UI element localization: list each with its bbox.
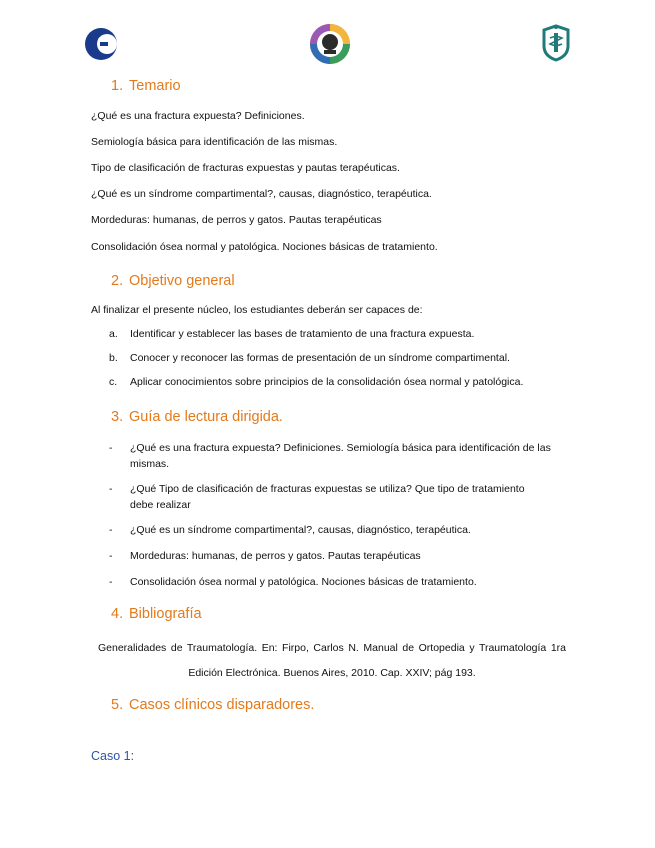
list-marker: c. xyxy=(109,376,118,388)
list-marker: - xyxy=(109,442,113,454)
section-title: Casos clínicos disparadores. xyxy=(129,697,315,713)
section-number: 3. xyxy=(111,409,124,425)
list-marker: - xyxy=(109,483,113,495)
guia-item-text: Consolidación ósea normal y patológica. Nociones básicas de tratamiento. xyxy=(130,576,477,588)
objetivo-item-text: Conocer y reconocer las formas de presentación de un síndrome compartimental. xyxy=(130,352,510,364)
section-number: 1. xyxy=(111,78,124,94)
objetivo-item xyxy=(109,328,475,340)
guia-item-text: Mordeduras: humanas, de perros y gatos. Pautas terapéuticas xyxy=(130,550,421,562)
temario-item: Consolidación ósea normal y patológica. Nociones básicas de tratamiento. xyxy=(91,241,438,253)
section-number: 2. xyxy=(111,273,124,289)
objetivo-item xyxy=(109,352,510,364)
list-marker: b. xyxy=(109,352,118,364)
section-title: Bibliografía xyxy=(129,606,202,622)
section-title: Objetivo general xyxy=(129,273,235,289)
guia-item xyxy=(109,550,421,562)
objetivo-intro: Al finalizar el presente núcleo, los estudiantes deberán ser capaces de: xyxy=(91,304,423,316)
section-number: 5. xyxy=(111,697,124,713)
list-marker: - xyxy=(109,576,113,588)
list-marker: - xyxy=(109,524,113,536)
section-heading-bibliografia xyxy=(111,606,202,622)
case-heading: Caso 1: xyxy=(91,749,135,763)
objetivo-item-text: Aplicar conocimientos sobre principios de la consolidación ósea normal y patológica. xyxy=(130,376,524,388)
section-heading-temario xyxy=(111,78,181,94)
temario-item: Tipo de clasificación de fracturas expuestas y pautas terapéuticas. xyxy=(91,162,400,174)
objetivo-item xyxy=(109,376,524,388)
university-seal-icon xyxy=(309,23,351,65)
shield-logo-icon xyxy=(541,24,571,62)
guia-item xyxy=(109,524,471,536)
temario-item: Mordeduras: humanas, de perros y gatos. Pautas terapéuticas xyxy=(91,214,382,226)
guia-item xyxy=(109,481,530,513)
guia-item-text: ¿Qué es un síndrome compartimental?, causas, diagnóstico, terapéutica. xyxy=(130,524,471,536)
temario-item: Semiología básica para identificación de las mismas. xyxy=(91,136,338,148)
guia-item-text: ¿Qué es una fractura expuesta? Definiciones. Semiología básica para identificación de las mismas. xyxy=(130,442,551,470)
guia-item xyxy=(109,440,570,472)
section-title: Temario xyxy=(129,78,181,94)
list-marker: a. xyxy=(109,328,118,340)
crescent-logo-icon xyxy=(84,27,118,61)
guia-item-text: ¿Qué Tipo de clasificación de fracturas expuestas se utiliza? Que tipo de tratamiento debe realizar xyxy=(130,483,525,511)
section-title: Guía de lectura dirigida. xyxy=(129,409,283,425)
list-marker: - xyxy=(109,550,113,562)
section-heading-casos xyxy=(111,697,314,713)
objetivo-item-text: Identificar y establecer las bases de tratamiento de una fractura expuesta. xyxy=(130,328,475,340)
section-heading-guia xyxy=(111,409,283,425)
section-heading-objetivo xyxy=(111,273,235,289)
temario-item: ¿Qué es una fractura expuesta? Definiciones. xyxy=(91,110,305,122)
temario-item: ¿Qué es un síndrome compartimental?, causas, diagnóstico, terapéutica. xyxy=(91,188,432,200)
section-number: 4. xyxy=(111,606,124,622)
guia-item xyxy=(109,576,477,588)
bibliography-entry: Generalidades de Traumatología. En: Firpo, Carlos N. Manual de Ortopedia y Traumatología 1ra Edición Electrónica. Buenos Aires, 2010. Cap. XXIV; pág 193. xyxy=(98,642,566,679)
